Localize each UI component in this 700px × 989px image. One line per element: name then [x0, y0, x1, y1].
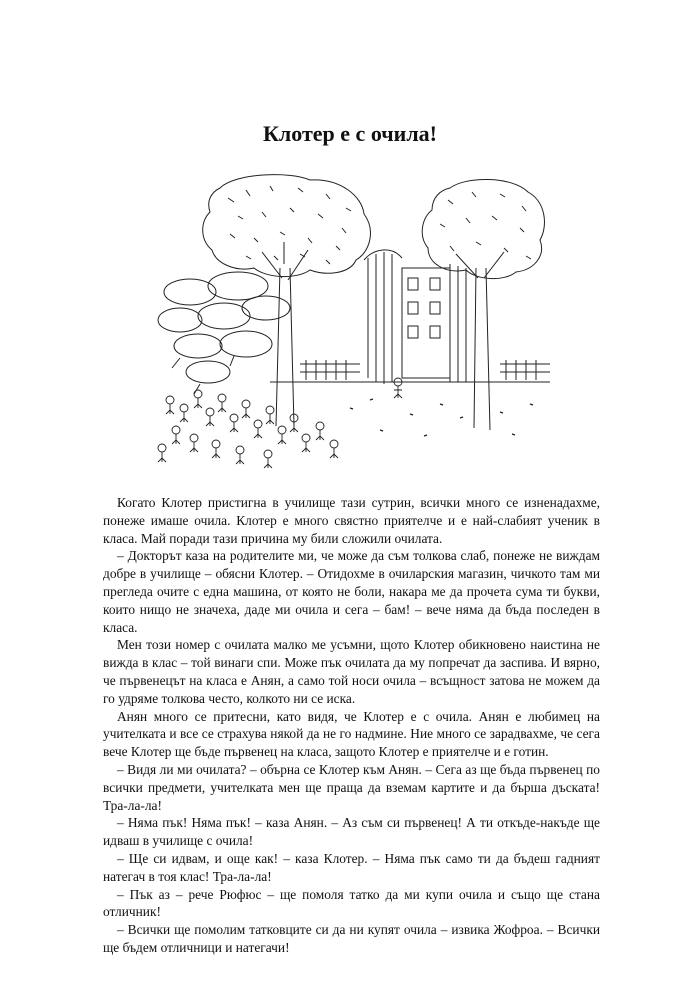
story-text: [103, 494, 600, 957]
paragraph: Когато Клотер пристигна в училище тази сутрин, всички много се изненадахме, понеже имаше очила. Клотер е много свястно приятелче и е най-слабият ученик в класа. Май поради тази причина му били сложили очилата.: [103, 495, 600, 546]
paragraph: Мен този номер с очилата малко ме усъмни, щото Клотер обикновено наистина не вижда в клас – той винаги спи. Може пък очилата да му попречат да заспива. И вярно, че първенецът на класа е Анян, а само той носи очила – всъщност затова не можем да го удряме толкова често, колкото ни се иска.: [103, 637, 600, 706]
schoolyard-illustration: [150, 168, 550, 480]
paragraph: Анян много се притесни, като видя, че Клотер е с очила. Анян е любимец на учителката и все се страхува някой да не го надмине. Ние много се зарадвахме, че сега вече Клотер ще бъде първенец на класа, защото Клотер е приятелче и е готин.: [103, 708, 600, 760]
paragraph: – Докторът каза на родителите ми, че може да съм толкова слаб, понеже не виждам добре в училище – обясни Клотер. – Отидохме в очиларския магазин, чичкото там ми прегледа очите с една машина, от която не боли, накара ме да прочета сума ти букви, които нищо не значеха, даде ми очила и сега – бам! – вече няма да бъда последен в класа.: [103, 548, 600, 635]
paragraph: – Няма пък! Няма пък! – каза Анян. – Аз съм си първенец! А ти откъде-накъде ще идваш в училище с очила!: [103, 815, 600, 849]
paragraph: – Пък аз – рече Рюфюс – ще помоля татко да ми купи очила и също ще стана отличник!: [103, 886, 600, 920]
paragraph: – Видя ли ми очилата? – обърна се Клотер към Анян. – Сега аз ще бъда първенец по всички предмети, учителката мен ще праща да вземам картите и да бърша дъската! Тра-ла-ла!: [103, 761, 600, 813]
page-title: Клотер е с очила!: [262, 121, 438, 146]
paragraph: – Ще си идвам, и още как! – каза Клотер. – Няма пък само ти да бъдеш гадният натегач в тоя клас! Тра-ла-ла!: [103, 850, 600, 884]
paragraph: – Всички ще помолим татковците си да ни купят очила – извика Жофроа. – Всички ще бъдем отличници и натегачи!: [103, 922, 600, 955]
